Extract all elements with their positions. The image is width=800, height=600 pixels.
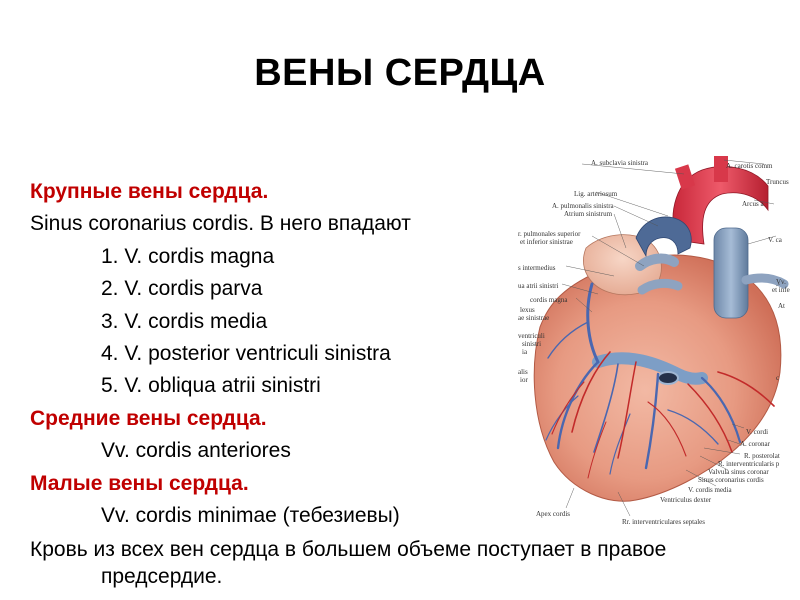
- heading-medium-veins: Средние вены сердца.: [30, 406, 267, 430]
- label-intermedius: s intermedius: [518, 264, 556, 272]
- heading-large-veins: Крупные вены сердца.: [30, 180, 269, 203]
- label-r-posterolat: R. posterolat: [744, 452, 780, 460]
- label-r-interventr: R. interventricularis p: [718, 460, 780, 468]
- label-atrium-sinistrum: Atrium sinistrum: [564, 210, 613, 218]
- slide-title: ВЕНЫ СЕРДЦА: [254, 52, 546, 94]
- label-lexus: lexus: [520, 306, 535, 314]
- label-arcus: Arcus a: [742, 200, 764, 208]
- label-alis: alis: [518, 368, 528, 376]
- label-carotis: A. carotis comm: [726, 162, 773, 170]
- vena-cava-shape: [714, 228, 748, 318]
- label-ior: ior: [520, 376, 528, 384]
- label-truncus: Truncus: [766, 178, 789, 186]
- label-ia: ia: [522, 348, 528, 356]
- label-atrii-sin: ua atrii sinistri: [518, 282, 559, 290]
- label-vv-1: Vv.: [776, 278, 786, 286]
- conclusion-text: Кровь из всех вен сердца в большем объеме поступает в правое предсердие.: [30, 538, 667, 589]
- sinus-ostium: [658, 372, 678, 384]
- label-apex: Apex cordis: [536, 510, 571, 518]
- heart-illustration: [518, 152, 800, 527]
- label-rr-interventr: Rr. interventriculares septales: [622, 518, 705, 526]
- label-v-cordis: V. cordi: [746, 428, 769, 436]
- label-c: c: [776, 374, 780, 382]
- label-sinistri: sinistri: [522, 340, 542, 348]
- list-item: 5. V. obliqua atrii sinistri: [101, 374, 321, 398]
- list-item: 1. V. cordis magna: [101, 244, 275, 268]
- list-item: 4. V. posterior ventriculi sinistra: [101, 342, 391, 366]
- pulmonary-artery-shape: [636, 217, 691, 256]
- label-vv-pulm-2: et inferior sinistrae: [520, 238, 573, 246]
- label-pulm-sinistra: A. pulmonalis sinistra: [552, 202, 614, 210]
- label-v-ca: V. ca: [768, 236, 782, 244]
- label-vv-2: et infe: [772, 286, 790, 294]
- label-subclavia: A. subclavia sinistra: [591, 159, 648, 167]
- label-sinus-coron: Sinus coronarius cordis: [698, 476, 764, 484]
- heading-small-veins: Малые вены сердца.: [30, 471, 249, 495]
- label-cordis-magna: cordis magna: [530, 296, 568, 304]
- label-ventr-dexter: Ventriculus dexter: [660, 496, 712, 504]
- list-item: 2. V. cordis parva: [101, 277, 263, 301]
- subclavia-shape: [675, 164, 695, 189]
- label-at: At: [778, 302, 785, 310]
- list-item: 3. V. cordis media: [101, 309, 268, 333]
- label-vv-pulm-1: r. pulmonales superior: [518, 230, 581, 238]
- label-v-cordis-media: V. cordis media: [688, 486, 732, 494]
- label-a-coronar: A. coronar: [740, 440, 770, 448]
- sinus-coronarius-text: Sinus coronarius cordis. В него впадают: [30, 212, 411, 236]
- label-lig-arteriosum: Lig. arteriosum: [574, 190, 618, 198]
- label-valvula: Valvula sinus coronar: [708, 468, 769, 476]
- label-ae-sinistrae: ae sinistrae: [518, 314, 550, 322]
- label-ventriculi: ventriculi: [518, 332, 545, 340]
- medium-veins-item: Vv. cordis anteriores: [101, 439, 291, 463]
- small-veins-item: Vv. cordis minimae (тебезиевы): [101, 504, 400, 528]
